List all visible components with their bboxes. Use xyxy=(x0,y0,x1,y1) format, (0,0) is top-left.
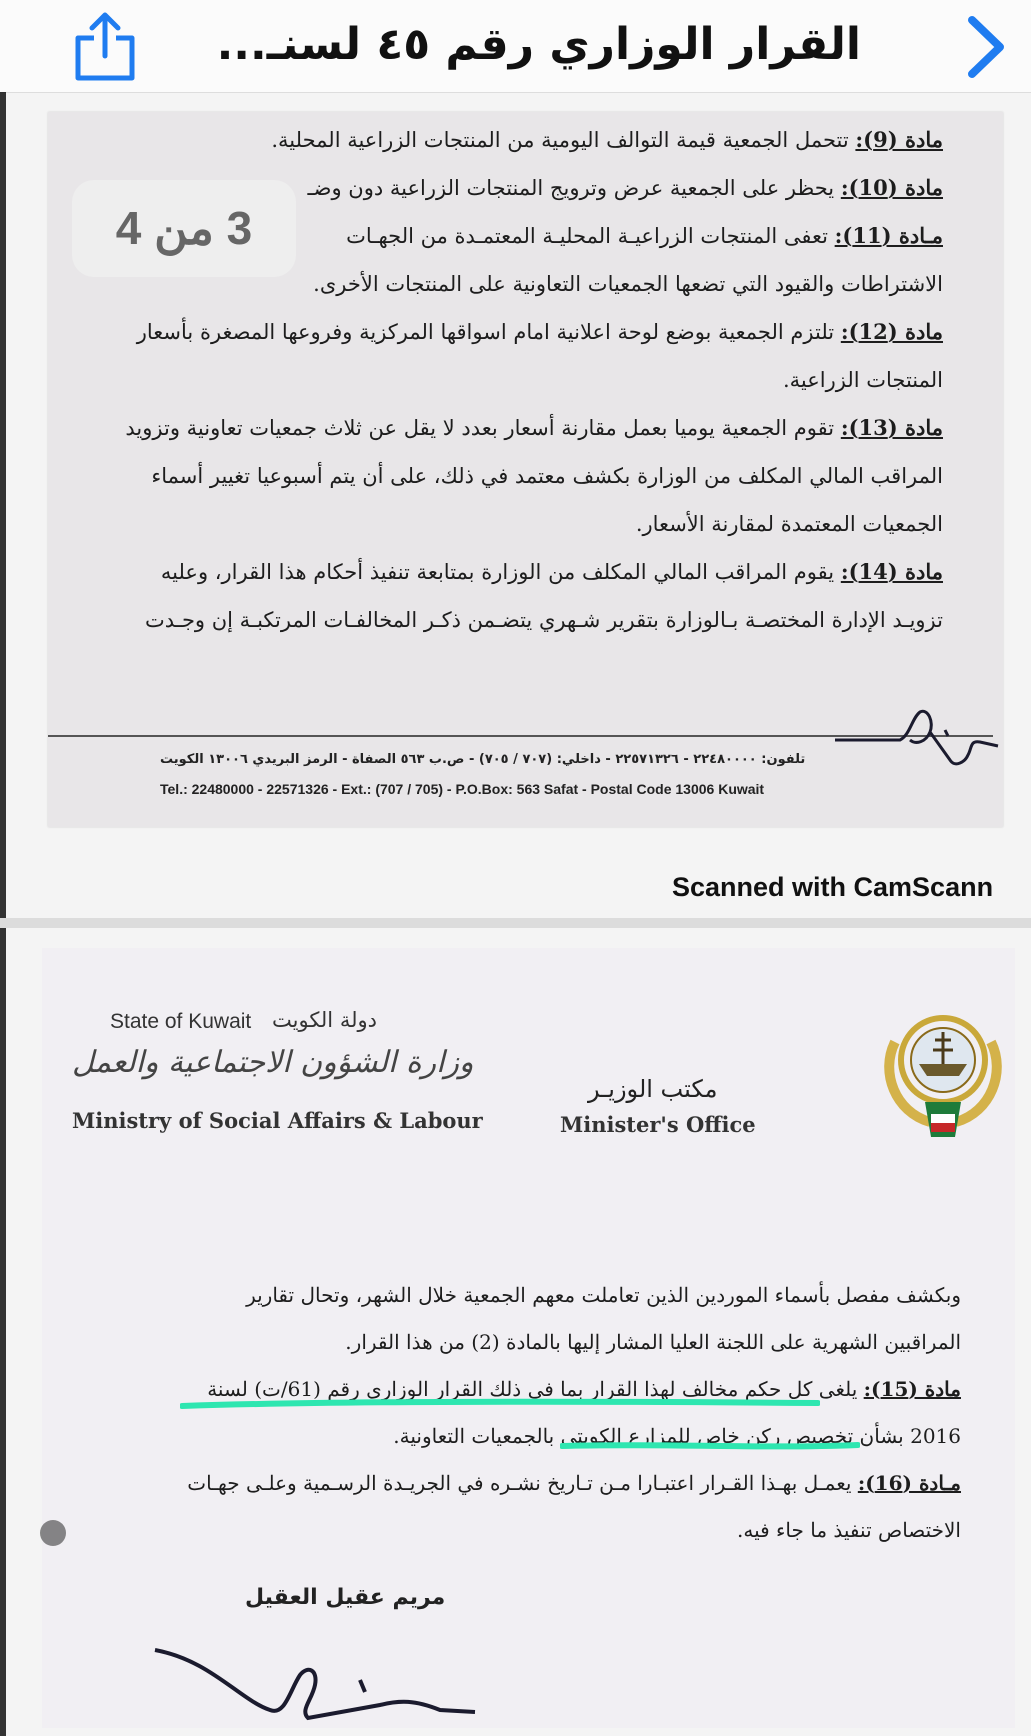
footer-contact-en: Tel.: 22480000 - 22571326 - Ext.: (707 / 705) - P.O.Box: 563 Safat - Postal Code 13006 Kuwait xyxy=(160,781,765,797)
page-indicator: 3 من 4 xyxy=(72,180,296,277)
text-line: مادة (10): يحظر على الجمعية عرض وترويج المنتجات الزراعية دون وضـ xyxy=(307,175,943,200)
text-line: 2016 بشأن تخصيص ركن خاص للمزارع الكويتي بالجمعيات التعاونية. xyxy=(393,1424,961,1448)
letterhead-ministry-en: Ministry of Social Affairs & Labour xyxy=(72,1108,483,1133)
chevron-right-icon[interactable] xyxy=(960,12,1010,82)
text-line: تزويـد الإدارة المختصـة بـالوزارة بتقرير شـهري يتضـمن ذكـر المخالفـات المرتكبـة إن وجـدت xyxy=(145,608,943,632)
signature-2 xyxy=(150,1630,480,1730)
text-line: مـادة (16): يعمـل بهـذا القـرار اعتبـارا مـن تـاريخ نشـره في الجريـدة الرسـمية وعلـى جهـات xyxy=(187,1471,961,1495)
letterhead-state-ar: دولة الكويت xyxy=(272,1008,377,1032)
left-edge xyxy=(0,92,6,1736)
text-line: مـادة (11): تعفى المنتجات الزراعيـة المحليـة المعتمـدة من الجهـات xyxy=(346,223,943,248)
signature-1 xyxy=(830,700,1000,790)
text-line: مادة (15): يلغى كل حكم مخالف لهذا القرار بما في ذلك القرار الوزاري رقم (61/ت) لسنة xyxy=(207,1377,961,1401)
letterhead-ministry-ar: وزارة الشؤون الاجتماعية والعمل xyxy=(72,1045,474,1080)
text-line: مادة (9): تتحمل الجمعية قيمة التوالف اليومية من المنتجات الزراعية المحلية. xyxy=(271,127,943,152)
page-divider xyxy=(0,918,1031,928)
text-line: وبكشف مفصل بأسماء الموردين الذين تعاملت معهم الجمعية خلال الشهر، وتحال تقارير xyxy=(246,1283,961,1307)
text-line: المراقبين الشهرية على اللجنة العليا المشار إليها بالمادة (2) من هذا القرار. xyxy=(345,1330,961,1354)
footer-contact-ar: تلفون: ٢٢٤٨٠٠٠٠ - ٢٢٥٧١٣٢٦ - داخلي: (٧٠٧ / ٧٠٥) - ص.ب ٥٦٣ الصفاة - الرمز البريدي ١٣٠٠٦ الكويت xyxy=(160,752,806,767)
text-line: المراقب المالي المكلف من الوزارة بكشف معتمد في ذلك، على أن يتم أسبوعيا تغيير أسماء xyxy=(151,464,943,488)
highlight-underline-2 xyxy=(560,1440,860,1452)
text-line: مادة (13): تقوم الجمعية يوميا بعمل مقارنة أسعار بعدد لا يقل عن ثلاث جمعيات تعاونية وتزويد xyxy=(125,415,943,440)
document-title: القرار الوزاري رقم ٤٥ لسنـ... xyxy=(216,19,861,70)
scroll-indicator[interactable] xyxy=(40,1520,66,1546)
kuwait-emblem-icon xyxy=(875,1002,1010,1152)
top-bar xyxy=(0,0,1031,93)
text-line: المنتجات الزراعية. xyxy=(782,368,943,392)
letterhead-office-en: Minister's Office xyxy=(560,1112,756,1137)
highlight-underline-1 xyxy=(180,1397,820,1411)
page2-body xyxy=(150,1272,961,1554)
scanner-caption: Scanned with CamScann xyxy=(672,872,994,902)
signatory-name: مريم عقيل العقيل xyxy=(245,1585,446,1610)
share-icon[interactable] xyxy=(72,10,138,82)
text-line: الاختصاص تنفيذ ما جاء فيه. xyxy=(736,1518,961,1542)
letterhead-state-en: State of Kuwait xyxy=(110,1010,252,1033)
text-line: الجمعيات المعتمدة لمقارنة الأسعار. xyxy=(635,512,943,536)
text-line: الاشتراطات والقيود التي تضعها الجمعيات التعاونية على المنتجات الأخرى. xyxy=(313,272,943,296)
text-line: مادة (14): يقوم المراقب المالي المكلف من الوزارة بمتابعة تنفيذ أحكام هذا القرار، وعليه xyxy=(160,559,943,584)
text-line: مادة (12): تلتزم الجمعية بوضع لوحة اعلانية امام اسواقها المركزية وفروعها المصغرة بأسعار xyxy=(136,319,943,344)
letterhead-office-ar: مكتب الوزيـر xyxy=(588,1075,718,1103)
